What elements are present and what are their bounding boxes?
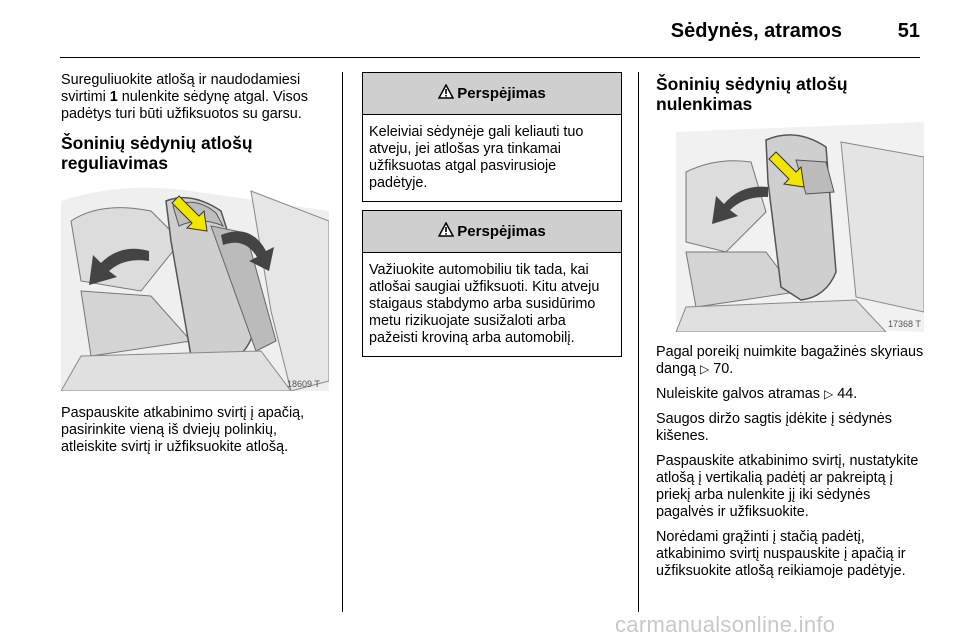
warning-header: Perspėjimas [363, 73, 621, 115]
fold-paragraph-5: Norėdami grąžinti į stačią padėtį, atkabinimo svirtį nuspauskite į apačią ir užfiksuokite atlošą reikiamoje padėtyje. [656, 529, 906, 579]
fold-paragraph-2: Nuleiskite galvos atramas ▷ 44. [656, 386, 858, 402]
seat-adjust-illustration [61, 181, 329, 391]
warning-triangle-icon [438, 222, 454, 241]
adjust-instructions: Paspauskite atkabinimo svirtį į apačią, pasirinkite vieną iš dviejų polinkių, atleiskite svirtį ir užfiksuokite atlošą. [61, 405, 305, 455]
column-divider [342, 72, 343, 612]
warning-text: Keleiviai sėdynėje gali keliauti tuo atveju, jei atlošas yra tinkamai užfiksuotas atgal pasvirusioje padėtyje. [369, 124, 584, 191]
page-title: Sėdynės, atramos [670, 20, 842, 42]
warning-triangle-icon [438, 84, 454, 103]
warning-box-2 [362, 210, 622, 357]
warning-header: Perspėjimas [363, 211, 621, 253]
image-code: 17368 T [888, 319, 921, 329]
page-reference-icon: ▷ [700, 362, 710, 376]
column-left [61, 72, 329, 464]
watermark: carmanualsonline.info [615, 612, 836, 637]
seat-fold-illustration [656, 122, 924, 332]
column-right [656, 72, 924, 588]
page-reference-icon: ▷ [823, 387, 834, 401]
warning-text: Važiuokite automobiliu tik tada, kai atlošai saugiai užfiksuoti. Kitu atveju staigaus stabdymo arba susidūrimo metu rizikuojate susižaloti arba pažeisti kroviną arba automobilį. [369, 262, 600, 346]
page-header [60, 14, 920, 58]
fold-paragraph-1: Pagal poreikį nuimkite bagažinės skyriaus dangą ▷ 70. [656, 344, 924, 377]
column-divider [638, 72, 639, 612]
fold-paragraph-4: Paspauskite atkabinimo svirtį, nustatykite atlošą į vertikalią padėtį ar pakreiptą į priekį arba nulenkite jį iki sėdynės pagalvės ir užfiksuokite. [656, 453, 919, 520]
column-middle [362, 72, 622, 365]
page-number: 51 [897, 20, 920, 42]
section-heading-adjust: Šoninių sėdynių atlošų reguliavimas [61, 133, 253, 173]
image-code: 18609 T [287, 379, 320, 389]
intro-paragraph: Sureguliuokite atlošą ir naudodamiesi svirtimi 1 nulenkite sėdynę atgal. Visos padėtys turi būti užfiksuotos su garsu. [61, 72, 308, 122]
warning-box-1 [362, 72, 622, 202]
section-heading-fold: Šoninių sėdynių atlošų nulenkimas [656, 74, 848, 114]
fold-paragraph-3: Saugos diržo sagtis įdėkite į sėdynės kišenes. [656, 411, 892, 444]
